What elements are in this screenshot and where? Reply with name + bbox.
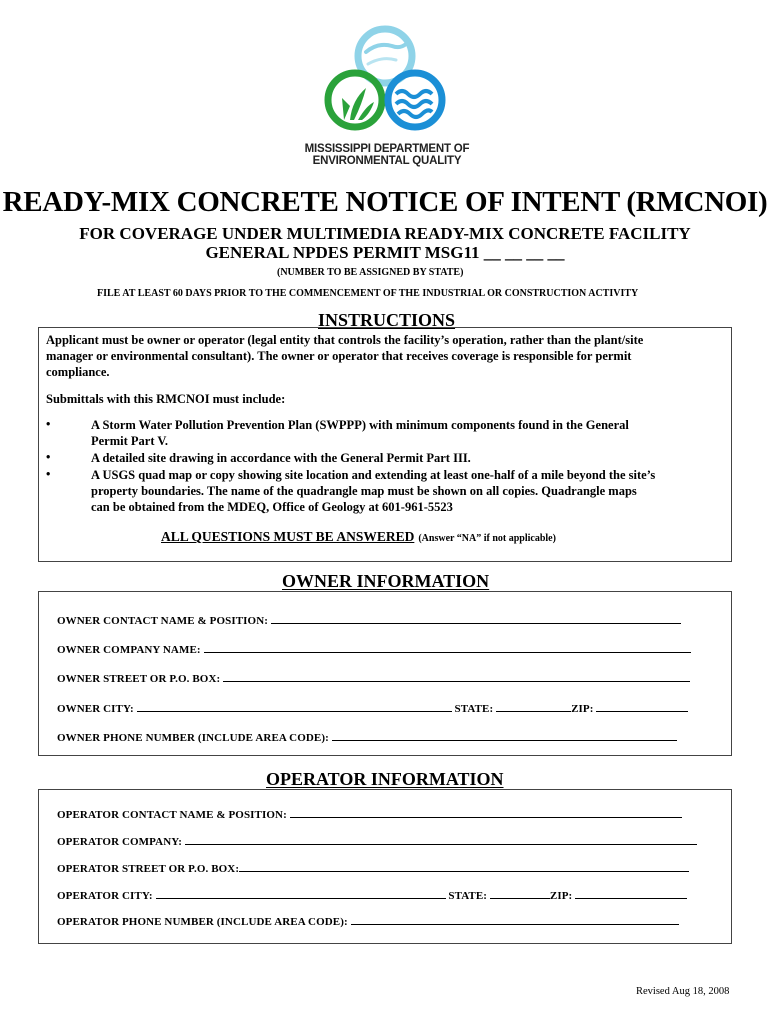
owner-info-box [38, 591, 732, 756]
operator-street-row [57, 862, 689, 875]
instructions-line-3: compliance. [46, 365, 110, 379]
subtitle-coverage: FOR COVERAGE UNDER MULTIMEDIA READY-MIX CONCRETE FACILITY [79, 224, 691, 243]
operator-city-row [57, 889, 687, 902]
submittals-heading: Submittals with this RMCNOI must include: [46, 392, 286, 406]
bullet-2-line-1: A detailed site drawing in accordance with the General Permit Part III. [91, 451, 471, 465]
operator-phone-row [57, 915, 679, 928]
bullet-3-line-3: can be obtained from the MDEQ, Office of Geology at 601-961-5523 [91, 500, 453, 514]
bullet-1-line-1: A Storm Water Pollution Prevention Plan (SWPPP) with minimum components found in the General [91, 418, 629, 432]
operator-zip-label: ZIP: [549, 890, 573, 902]
page-title: READY-MIX CONCRETE NOTICE OF INTENT (RMCNOI) [2, 186, 768, 218]
instructions-box [38, 327, 732, 562]
owner-contact-field[interactable] [271, 614, 681, 624]
operator-contact-label: OPERATOR CONTACT NAME & POSITION: [57, 809, 287, 821]
owner-city-label: OWNER CITY: [57, 703, 134, 715]
operator-company-label: OPERATOR COMPANY: [57, 836, 183, 848]
instructions-line-1: Applicant must be owner or operator (legal entity that controls the facility’s operation, rather than the plant/site [46, 333, 644, 347]
answer-na-text: (Answer “NA” if not applicable) [418, 533, 556, 544]
instructions-heading: INSTRUCTIONS [318, 310, 456, 330]
owner-street-row [57, 672, 690, 685]
operator-zip-field[interactable] [575, 889, 687, 899]
owner-company-label: OWNER COMPANY NAME: [57, 644, 201, 656]
operator-phone-field[interactable] [351, 915, 679, 925]
owner-contact-row [57, 614, 681, 627]
owner-zip-field[interactable] [596, 702, 688, 712]
owner-state-label: STATE: [454, 703, 494, 715]
operator-state-field[interactable] [490, 889, 550, 899]
instructions-line-2: manager or environmental consultant). The owner or operator that receives coverage is responsible for permit [46, 349, 632, 363]
agency-name-line1: MISSISSIPPI DEPARTMENT OF [304, 143, 470, 155]
subtitle-permit-number: GENERAL NPDES PERMIT MSG11 __ __ __ __ [205, 243, 565, 262]
owner-phone-label: OWNER PHONE NUMBER (INCLUDE AREA CODE): [57, 732, 329, 744]
owner-info-heading: OWNER INFORMATION [282, 571, 490, 591]
operator-company-row [57, 835, 697, 848]
operator-phone-label: OPERATOR PHONE NUMBER (INCLUDE AREA CODE): [57, 916, 348, 928]
owner-phone-row [57, 731, 677, 744]
bullet-3-line-1: A USGS quad map or copy showing site location and extending at least one-half of a mile beyond the site’s [91, 468, 656, 482]
operator-contact-field[interactable] [290, 808, 682, 818]
owner-city-field[interactable] [137, 702, 452, 712]
operator-info-heading: OPERATOR INFORMATION [266, 769, 504, 789]
operator-street-field[interactable] [239, 862, 689, 872]
operator-city-field[interactable] [156, 889, 446, 899]
owner-street-field[interactable] [223, 672, 690, 682]
bullet-2-glyph: • [46, 450, 51, 464]
owner-contact-label: OWNER CONTACT NAME & POSITION: [57, 615, 268, 627]
operator-street-label: OPERATOR STREET OR P.O. BOX: [57, 863, 240, 875]
bullet-1-glyph: • [46, 417, 51, 431]
bullet-3-line-2: property boundaries. The name of the quadrangle map must be shown on all copies. Quadrangle maps [91, 484, 637, 498]
all-questions-text: ALL QUESTIONS MUST BE ANSWERED [161, 529, 415, 544]
permit-number-note: (NUMBER TO BE ASSIGNED BY STATE) [277, 267, 464, 278]
owner-city-row [57, 702, 688, 715]
bullet-3-glyph: • [46, 467, 51, 481]
owner-zip-label: ZIP: [571, 703, 594, 715]
operator-info-box [38, 789, 732, 944]
operator-state-label: STATE: [448, 890, 488, 902]
agency-name-line2: ENVIRONMENTAL QUALITY [312, 155, 462, 167]
owner-company-row [57, 643, 691, 656]
owner-phone-field[interactable] [332, 731, 677, 741]
answer-all-note [161, 528, 556, 546]
operator-company-field[interactable] [185, 835, 697, 845]
operator-contact-row [57, 808, 682, 821]
owner-street-label: OWNER STREET OR P.O. BOX: [57, 673, 221, 685]
operator-city-label: OPERATOR CITY: [57, 890, 153, 902]
owner-company-field[interactable] [204, 643, 691, 653]
owner-state-field[interactable] [496, 702, 571, 712]
bullet-1-line-2: Permit Part V. [91, 434, 168, 448]
mdeq-logo [322, 22, 448, 140]
revision-date: Revised Aug 18, 2008 [636, 986, 730, 997]
filing-deadline-note: FILE AT LEAST 60 DAYS PRIOR TO THE COMMENCEMENT OF THE INDUSTRIAL OR CONSTRUCTION ACTIVITY [97, 288, 639, 299]
